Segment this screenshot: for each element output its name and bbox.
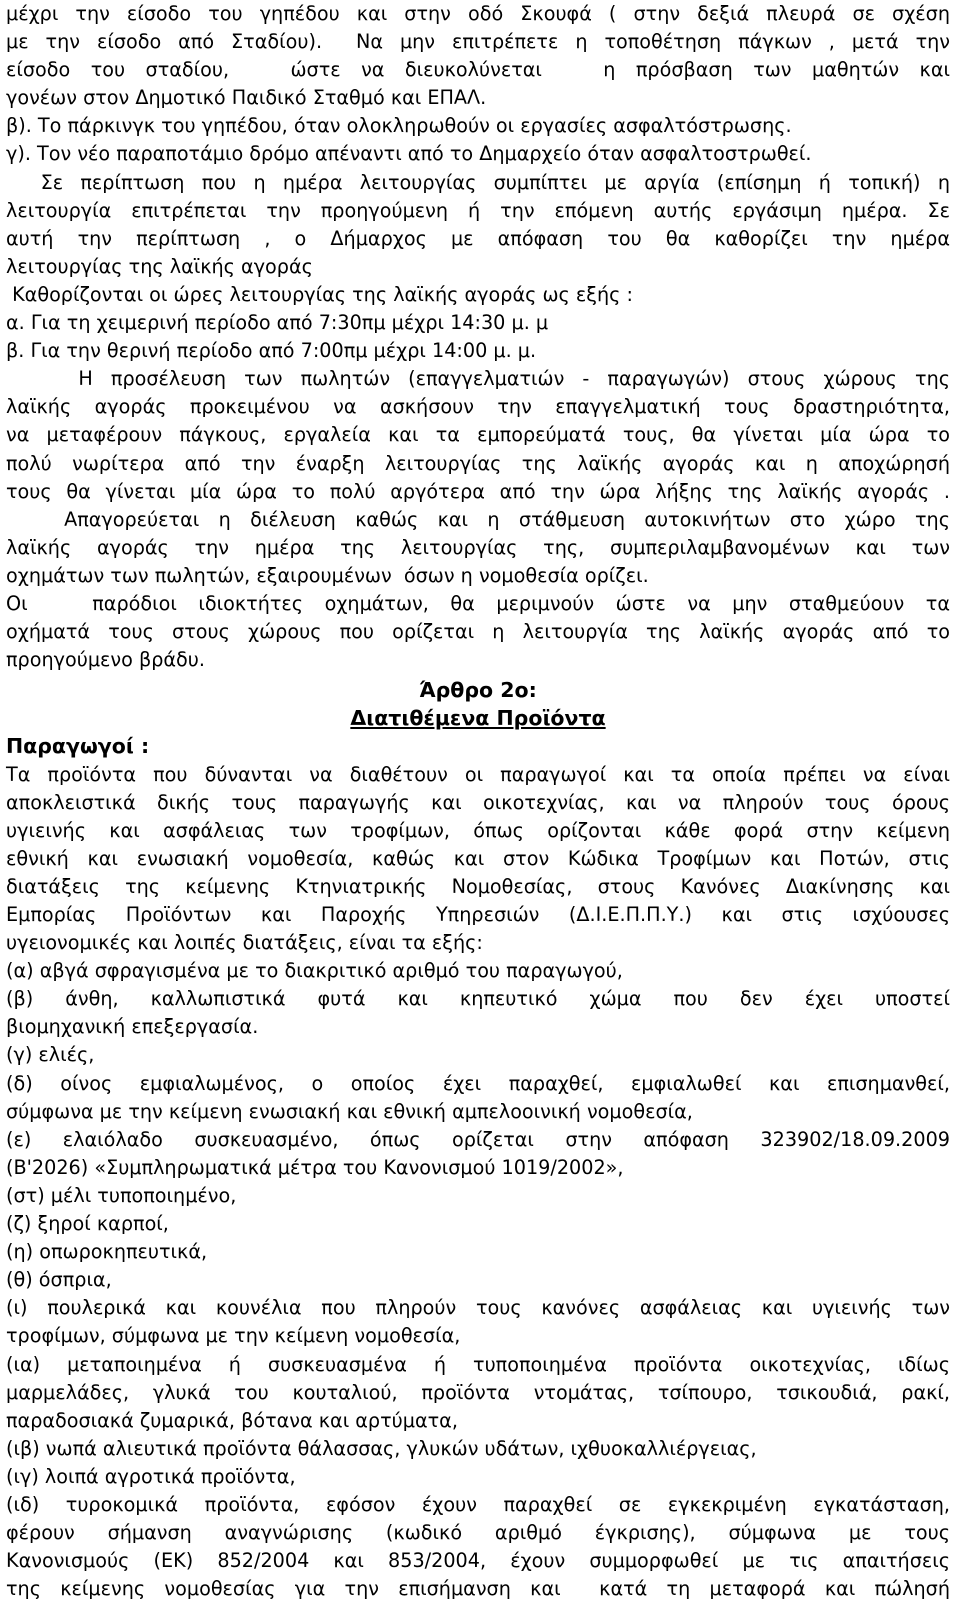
paragraph-block-products: [6, 761, 950, 1603]
text-line: (β) άνθη, καλλωπιστικά φυτά και κηπευτικό χώμα που δεν έχει υποστεί: [6, 987, 950, 1011]
text-line: (γ) ελιές,: [6, 1043, 95, 1067]
text-line: Απαγορεύεται η διέλευση καθώς και η στάθμευση αυτοκινήτων στο χώρο της: [6, 507, 950, 531]
text-line: (ιγ) λοιπά αγροτικά προϊόντα,: [6, 1464, 296, 1488]
text-line: παραδοσιακά ζυμαρικά, βότανα και αρτύματα,: [6, 1408, 458, 1432]
text-line: τους θα γίνεται μία ώρα το πολύ αργότερα από την ώρα λήξης της λαϊκής αγοράς .: [6, 479, 950, 503]
text-line: Εμπορίας Προϊόντων και Παροχής Υπηρεσιών (Δ.Ι.Ε.Π.Π.Υ.) και στις ισχύουσες: [6, 903, 950, 926]
text-line: γονέων στον Δημοτικό Παιδικό Σταθμό και ΕΠΑΛ.: [6, 86, 487, 110]
text-line: αποκλειστικά δικής τους παραγωγής και οικοτεχνίας, και να πληρούν τους όρους: [6, 790, 950, 814]
text-line: (ιδ) τυροκομικά προϊόντα, εφόσον έχουν παραχθεί σε εγκεκριμένη εγκατάσταση,: [6, 1492, 950, 1516]
text-line: μέχρι την είσοδο του γηπέδου και στην οδό Σκουφά ( στην δεξιά πλευρά σε σχέση: [6, 2, 950, 25]
text-line: να μεταφέρουν πάγκους, εργαλεία και τα εμπορεύματά τους, θα γίνεται μία ώρα το: [6, 423, 950, 447]
paragraph-block-market-hours: [6, 0, 950, 674]
text-line: τροφίμων, σύμφωνα με την κείμενη νομοθεσία,: [6, 1324, 461, 1348]
text-line: οχήματά τους στους χώρους που ορίζεται η λειτουργία της λαϊκής αγοράς από το: [6, 620, 950, 644]
text-line: φέρουν σήμανση αναγνώρισης (κωδικό αριθμό έγκρισης), σύμφωνα με τους: [6, 1521, 950, 1545]
text-line: (ε) ελαιόλαδο συσκευασμένο, όπως ορίζεται στην απόφαση 323902/18.09.2009: [6, 1127, 950, 1151]
text-line: λειτουργίας της λαϊκής αγοράς: [6, 254, 313, 278]
text-line: γ). Τον νέο παραποτάμιο δρόμο απέναντι από το Δημαρχείο όταν ασφαλτοστρωθεί.: [6, 142, 812, 166]
text-line: λαϊκής αγοράς την ημέρα της λειτουργίας της, συμπεριλαμβανομένων και των: [6, 535, 950, 559]
article-subtitle: Διατιθέμενα Προϊόντα: [350, 706, 606, 731]
text-line: (ιβ) νωπά αλιευτικά προϊόντα θάλασσας, γλυκών υδάτων, ιχθυοκαλλιέργειας,: [6, 1436, 757, 1460]
text-line: Κανονισμούς (ΕΚ) 852/2004 και 853/2004, έχουν συμμορφωθεί με τις απαιτήσεις: [6, 1549, 950, 1573]
text-line: Οι παρόδιοι ιδιοκτήτες οχημάτων, θα μεριμνούν ώστε να μην σταθμεύουν τα: [6, 591, 950, 615]
text-line: (Β'2026) «Συμπληρωματικά μέτρα του Κανονισμού 1019/2002»,: [6, 1155, 624, 1179]
text-line: (θ) όσπρια,: [6, 1268, 112, 1292]
text-line: της κείμενης νομοθεσίας για την επισήμανση και κατά τη μεταφορά και πώλησή: [6, 1577, 950, 1601]
text-line: (ια) μεταποιημένα ή συσκευασμένα ή τυποποιημένα προϊόντα οικοτεχνίας, ιδίως: [6, 1352, 950, 1376]
article-title: Άρθρο 2ο:: [419, 678, 537, 703]
text-line: (ζ) ξηροί καρποί,: [6, 1212, 169, 1236]
text-line: (α) αβγά σφραγισμένα με το διακριτικό αριθμό του παραγωγού,: [6, 959, 623, 983]
text-line: αυτή την περίπτωση , ο Δήμαρχος με απόφαση του θα καθορίζει την ημέρα: [6, 226, 950, 250]
text-line: λαϊκής αγοράς προκειμένου να ασκήσουν την επαγγελματική τους δραστηριότητα,: [6, 395, 950, 419]
text-line: Σε περίπτωση που η ημέρα λειτουργίας συμπίπτει με αργία (επίσημη ή τοπική) η: [6, 170, 950, 194]
text-line: είσοδο του σταδίου, ώστε να διευκολύνεται η πρόσβαση των μαθητών και: [6, 58, 950, 82]
text-line: λειτουργία επιτρέπεται την προηγούμενη ή την επόμενη αυτής εργάσιμη ημέρα. Σε: [6, 198, 950, 222]
text-line: (ι) πουλερικά και κουνέλια που πληρούν τους κανόνες ασφάλειας και υγιεινής των: [6, 1296, 950, 1320]
text-line: β). Το πάρκινγκ του γηπέδου, όταν ολοκληρωθούν οι εργασίες ασφαλτόστρωσης.: [6, 114, 792, 138]
text-line: μαρμελάδες, γλυκά του κουταλιού, προϊόντα ντομάτας, τσίπουρο, τσικουδιά, ρακί,: [6, 1380, 950, 1404]
text-line: β. Για την θερινή περίοδο από 7:00πμ μέχρι 14:00 μ. μ.: [6, 339, 537, 363]
text-line: υγειονομικές και λοιπές διατάξεις, είναι τα εξής:: [6, 931, 483, 955]
text-line: (δ) οίνος εμφιαλωμένος, ο οποίος έχει παραχθεί, εμφιαλωθεί και επισημανθεί,: [6, 1071, 950, 1095]
text-line: (η) οπωροκηπευτικά,: [6, 1240, 208, 1264]
document-page: [6, 0, 950, 1603]
producers-heading: Παραγωγοί :: [6, 734, 150, 759]
text-line: πολύ νωρίτερα από την έναρξη λειτουργίας της λαϊκής αγοράς και η αποχώρησή: [6, 451, 950, 475]
text-line: οχημάτων των πωλητών, εξαιρουμένων όσων η νομοθεσία ορίζει.: [6, 563, 649, 587]
text-line: α. Για τη χειμερινή περίοδο από 7:30πμ μέχρι 14:30 μ. μ: [6, 311, 549, 335]
text-line: Τα προϊόντα που δύνανται να διαθέτουν οι παραγωγοί και τα οποία πρέπει να είναι: [6, 762, 950, 786]
text-line: διατάξεις της κείμενης Κτηνιατρικής Νομοθεσίας, στους Κανόνες Διακίνησης και: [6, 874, 950, 898]
text-line: βιομηχανική επεξεργασία.: [6, 1015, 259, 1039]
text-line: Η προσέλευση των πωλητών (επαγγελματιών - παραγωγών) στους χώρους της: [6, 367, 950, 391]
text-line: υγιεινής και ασφάλειας των τροφίμων, όπως ορίζονται κάθε φορά στην κείμενη: [6, 818, 950, 842]
text-line: με την είσοδο από Σταδίου). Να μην επιτρέπετε η τοποθέτηση πάγκων , μετά την: [6, 30, 950, 54]
text-line: (στ) μέλι τυποποιημένο,: [6, 1183, 237, 1207]
text-line: προηγούμενο βράδυ.: [6, 648, 205, 672]
text-line: εθνική και ενωσιακή νομοθεσία, καθώς και στον Κώδικα Τροφίμων και Ποτών, στις: [6, 846, 950, 870]
text-line: Καθορίζονται οι ώρες λειτουργίας της λαϊκής αγοράς ως εξής :: [6, 282, 633, 306]
text-line: σύμφωνα με την κείμενη ενωσιακή και εθνική αμπελοοινική νομοθεσία,: [6, 1099, 693, 1123]
